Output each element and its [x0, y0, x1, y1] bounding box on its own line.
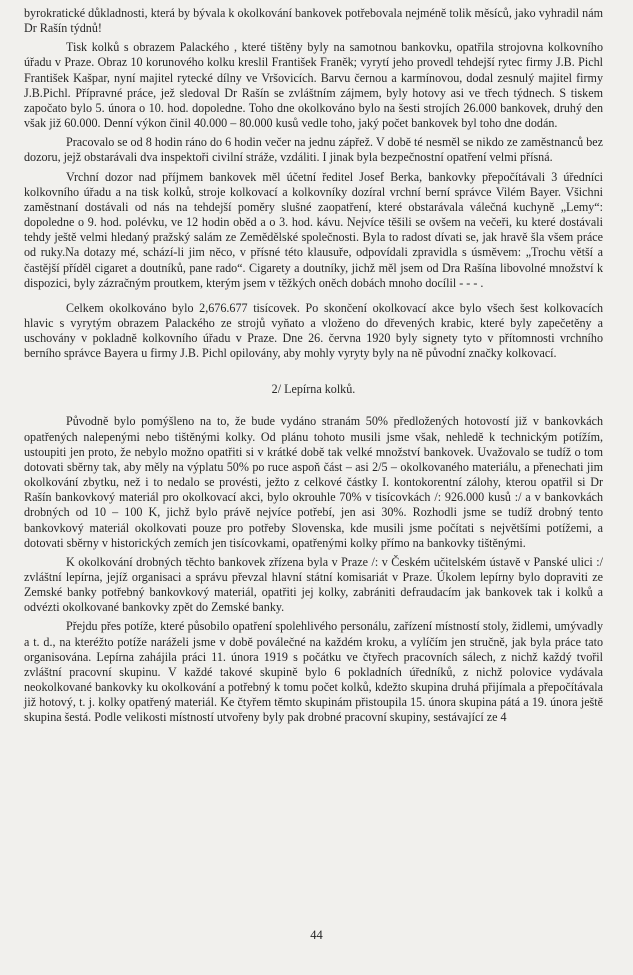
document-body [24, 6, 603, 726]
paragraph-6: Původně bylo pomýšleno na to, že bude vydáno stranám 50% předložených hotovostí již v bankovkách opatřených nalepenými nebo tištěnými kolky. Od plánu tohoto musili jsme však, nehledě k technickým potížím, ustoupiti jen proto, že nebylo možno opatřiti si v krátké době tak velké množství bankovek. Uvažovalo se tudíž o tom dotovati sběrny tak, aby měly na výplatu 50% po ruce aspoň část – asi 2/5 – okolkovaného materiálu, a přenechati jim okolkování zbytku, než i to nedalo se provésti, ježto z celkové částky I. kontokorentní zálohy, kterou opatřil si Dr Rašín bankovkový materiál pro okolkovací akci, bylo okrouhle 70% v tisícovkách /: 926.000 kusů :/ a v bankovkách drobných od 10 – 100 K, jichž bylo právě nejvíce potřebí, jen asi 30%. Rozhodli jsme se tudíž drobný tento bankovkový materiál okolkovati pouze pro potřeby Slovenska, kde musili jsme počítati s největšími potížemi, a dotovati sběrny v historických zemích jen tisícovkami, opatřenými kolky přímo na bankovky tištěnými. [24, 414, 603, 550]
page-number: 44 [310, 928, 323, 942]
paragraph-3: Pracovalo se od 8 hodin ráno do 6 hodin večer na jednu zápřež. V době té nesměl se nikdo ze zaměstnanců bez dozoru, jejž obstarávali dva inspektoři civilní stráže, vzdáliti. I jinak byla bezpečnostní opatření velmi přísná. [24, 135, 603, 165]
paragraph-4: Vrchní dozor nad příjmem bankovek měl účetní ředitel Josef Berka, bankovky přepočítávali 3 úředníci kolkovního úřadu a na tisk kolků, stroje kolkovací a kolkovníky dozíral vrchní berní správce Vilém Bayer. Všichni zaměstnaní dostávali od nás na tehdejší poměry slušné zaopatření, které obstarávala válečná kuchyně „Lemy“: dopoledne o 9. hod. polévku, ve 12 hodin oběd a o 3. hod. kávu. Nejvíce těšili se ovšem na večeři, ku které dostávali tehdy ještě velmi hledaný pražský salám ze Zemědělské společnosti. Byla to radost dívati se, jak hravě šla všem práce od ruky.Na dotazy mé, schází-li jim něco, v přísné této klausuře, odpovídali zpravidla s úsměvem: „Trochu větší a častější příděl cigaret a doutníků, pane rado“. Cigarety a doutníky, jichž měl jsem od Dra Rašína libovolné množství k dispozici, byly zázračným proutkem, kterým jsem v těžkých oněch dobách mnoho docílil - - - . [24, 169, 603, 290]
paragraph-7: K okolkování drobných těchto bankovek zřízena byla v Praze /: v Českém učitelském ústavě v Panské ulici :/ zvláštní lepírna, jejíž organisaci a správu převzal hlavní státní komisariát v Praze. Úkolem lepírny bylo dopraviti ze Zemské banky potřebný bankovkový materiál, opatřiti jej kolky, zabrániti defraudacím jak bankovek tak i kolků a odvézti okolkované bankovky zpět do Zemské banky. [24, 554, 603, 615]
paragraph-2: Tisk kolků s obrazem Palackého , které tištěny byly na samotnou bankovku, opatřila strojovna kolkovního úřadu v Praze. Obraz 10 korunového kolku kreslil František Franěk; vyrytí jeho provedl tehdejší rytec firmy J.B. Pichl František Kašpar, nyní majitel rytecké dílny ve Vršovicích. Barvu černou a karmínovou, dodal zesnulý majitel firmy J.B.Pichl. Přípravné práce, jež sledoval Dr Rašín se zvláštním zájmem, byly hotovy asi ve třech týdnech. S tiskem započato bylo 5. února o 10. hod. dopoledne. Toho dne okolkováno bylo na šesti strojích 26.000 bankovek, druhý den však již 60.000. Denní výkon činil 40.000 – 80.000 kusů vedle toho, jaký počet bankovek byl toho dne dodán. [24, 40, 603, 131]
paragraph-5: Celkem okolkováno bylo 2,676.677 tisícovek. Po skončení okolkovací akce bylo všech šest kolkovacích hlavic s vyrytým obrazem Palackého ze strojů vyňato a vloženo do dřevených krabic, které byly zapečetěny a uschovány v pokladně kolkovního úřadu v Praze. Dne 26. června 1920 byly signety tyto v přítomnosti vrchního berního správce Bayera u firmy J.B. Pichl opilovány, aby mohly vyryty byly na ně původní značky kolkovací. [24, 300, 603, 361]
section-heading: 2/ Lepírna kolků. [271, 382, 356, 397]
paragraph-1: byrokratické důkladnosti, která by bývala k okolkování bankovek potřebovala nejméně tolik měsíců, jako vyhradil nám Dr Rašín týdnů! [24, 6, 603, 36]
paragraph-8: Přejdu přes potíže, které působilo opatření spolehlivého personálu, zařízení místností stoly, židlemi, umývadly a t. d., na kteréžto potíže naráželi jsme v době poválečné na každém kroku, a vylíčím jen stručně, jak byla práce tato organisována. Lepírna zahájila práci 11. února 1919 s počátku ve čtyřech pracovních sálech, z nichž každý tvořil zvláštní pracovní skupinu. V každé takové skupině bylo 6 pokladních úředníků, z nichž polovice vydávala neokolkované bankovky ku okolkování a potřebný k tomu počet kolků, kdežto skupina druhá přijímala a přepočítávala již hotový, t. j. kolky opatřený materiál. Ke čtyřem těmto skupinám přistoupila 15. února skupina pátá a 19. února ještě skupina šestá. Podle velikosti místností utvořeny byly pak drobné pracovní skupiny, sestávající ze 4 [24, 619, 603, 725]
